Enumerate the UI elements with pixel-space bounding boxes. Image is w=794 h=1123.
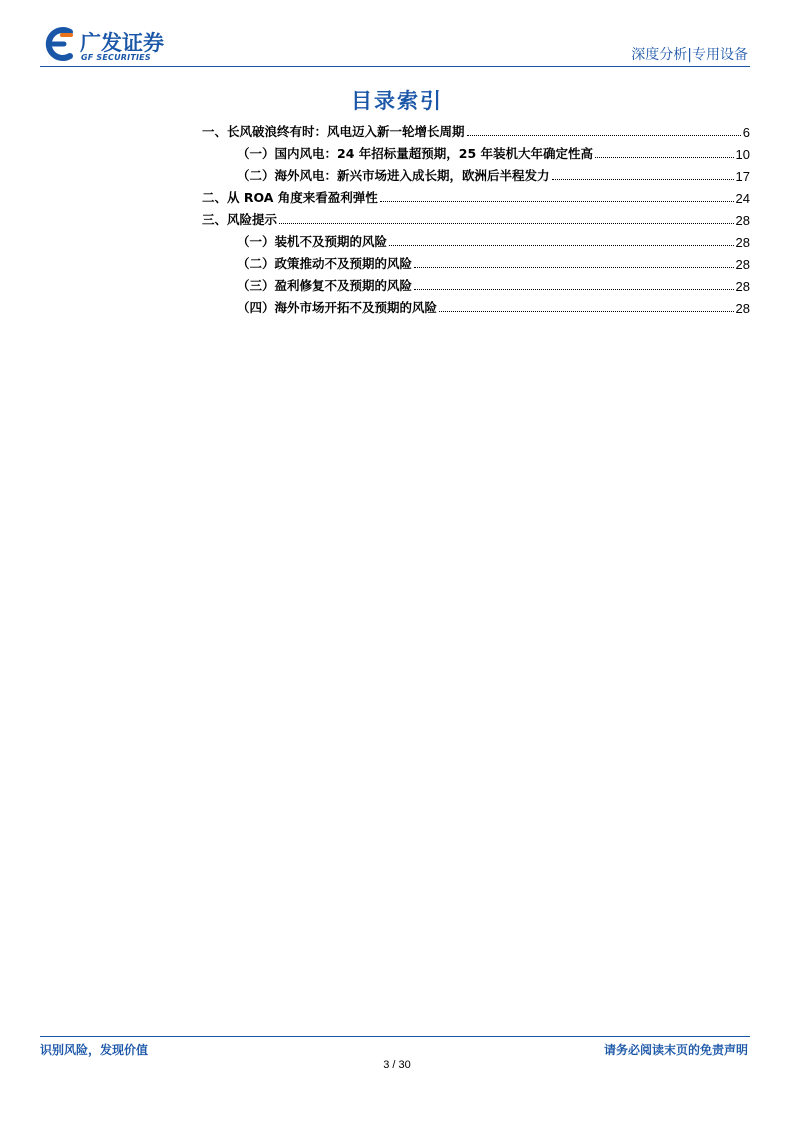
toc-leader-dots — [467, 135, 741, 136]
toc-entry-page: 28 — [735, 213, 750, 228]
toc-entry-text: （二）海外风电：新兴市场进入成长期，欧洲后半程发力 — [237, 168, 550, 183]
toc-leader-dots — [389, 245, 734, 246]
toc-entry-text: 二、从 ROA 角度来看盈利弹性 — [202, 190, 378, 205]
page-number: 3 / 30 — [383, 1059, 411, 1071]
toc-entry-text: （三）盈利修复不及预期的风险 — [237, 278, 413, 293]
toc-entry-page: 17 — [735, 169, 750, 184]
toc-leader-dots — [380, 201, 734, 202]
toc-entry-page: 10 — [735, 147, 750, 162]
toc-entry-text: 一、长风破浪终有时：风电迈入新一轮增长周期 — [202, 124, 465, 139]
toc-entry-page: 28 — [735, 257, 750, 272]
footer-divider — [40, 1036, 750, 1037]
toc-entry-page: 6 — [742, 125, 750, 140]
toc-entry[interactable] — [40, 162, 750, 184]
toc-entry-page: 28 — [735, 301, 750, 316]
toc-entry-page: 28 — [735, 279, 750, 294]
company-logo — [40, 26, 180, 66]
toc-entry[interactable] — [40, 228, 750, 250]
toc-entry-page: 28 — [735, 235, 750, 250]
toc-entry[interactable] — [40, 140, 750, 162]
toc-entry-text: （一）装机不及预期的风险 — [237, 234, 388, 249]
toc-entry-text: （四）海外市场开拓不及预期的风险 — [237, 300, 438, 315]
toc-entry-page: 24 — [735, 191, 750, 206]
toc-entry[interactable] — [40, 206, 750, 228]
toc-entry-text: （一）国内风电：24 年招标量超预期，25 年装机大年确定性高 — [237, 146, 593, 161]
header-divider — [40, 66, 750, 67]
gf-logo-icon — [40, 26, 76, 62]
footer-disclaimer-note: 请务必阅读末页的免责声明 — [603, 1043, 748, 1057]
toc-entry[interactable] — [40, 250, 750, 272]
toc-leader-dots — [595, 157, 734, 158]
report-category: 深度分析|专用设备 — [631, 47, 748, 63]
toc-title: 目录索引 — [351, 89, 443, 113]
toc-leader-dots — [439, 311, 734, 312]
logo-english-name: GF SECURITIES — [81, 53, 151, 62]
toc-leader-dots — [552, 179, 734, 180]
toc-entry[interactable] — [40, 294, 750, 316]
toc-leader-dots — [279, 223, 734, 224]
toc-leader-dots — [414, 267, 734, 268]
toc-entry-text: （二）政策推动不及预期的风险 — [237, 256, 413, 271]
toc-entry[interactable] — [40, 184, 750, 206]
toc-entry[interactable] — [40, 272, 750, 294]
logo-chinese-name: 广发证券 — [80, 31, 164, 55]
toc-entry-text: 三、风险提示 — [202, 212, 278, 227]
toc-entry[interactable] — [40, 118, 750, 140]
footer-slogan: 识别风险，发现价值 — [40, 1043, 149, 1057]
toc-leader-dots — [414, 289, 734, 290]
